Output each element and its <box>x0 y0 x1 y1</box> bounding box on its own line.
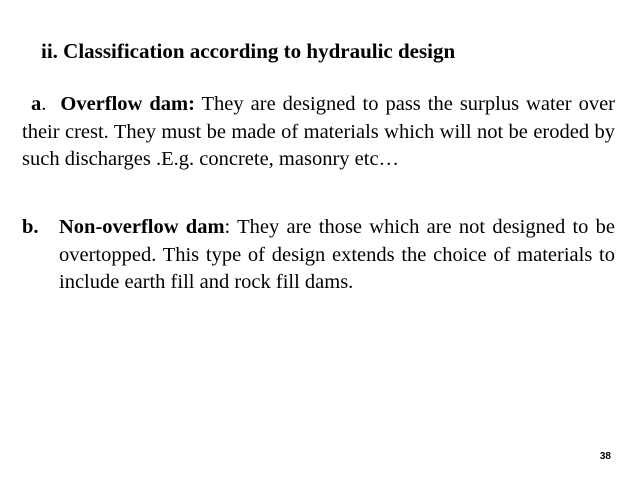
page-number: 38 <box>599 451 611 462</box>
item-b-marker: b. <box>22 216 39 238</box>
item-b-text: : They are those which are not designed to be overtopped. This type of design extends the choice of materials to include earth fill and rock fill dams. <box>59 216 615 293</box>
item-a-marker: a <box>31 93 42 115</box>
item-a-paragraph <box>22 91 615 174</box>
item-b-paragraph <box>22 214 615 297</box>
item-b-term: Non-overflow dam <box>59 216 225 238</box>
section-heading: ii. Classification according to hydraulic design <box>41 39 456 63</box>
item-a-marker-punct: . <box>41 93 47 115</box>
item-b-body <box>59 214 615 297</box>
item-a-text: They are designed to pass the surplus water over their crest. They must be made of materials which will not be eroded by such discharges .E.g. concrete, masonry etc… <box>22 93 616 170</box>
item-a-term: Overflow dam: <box>60 93 195 115</box>
